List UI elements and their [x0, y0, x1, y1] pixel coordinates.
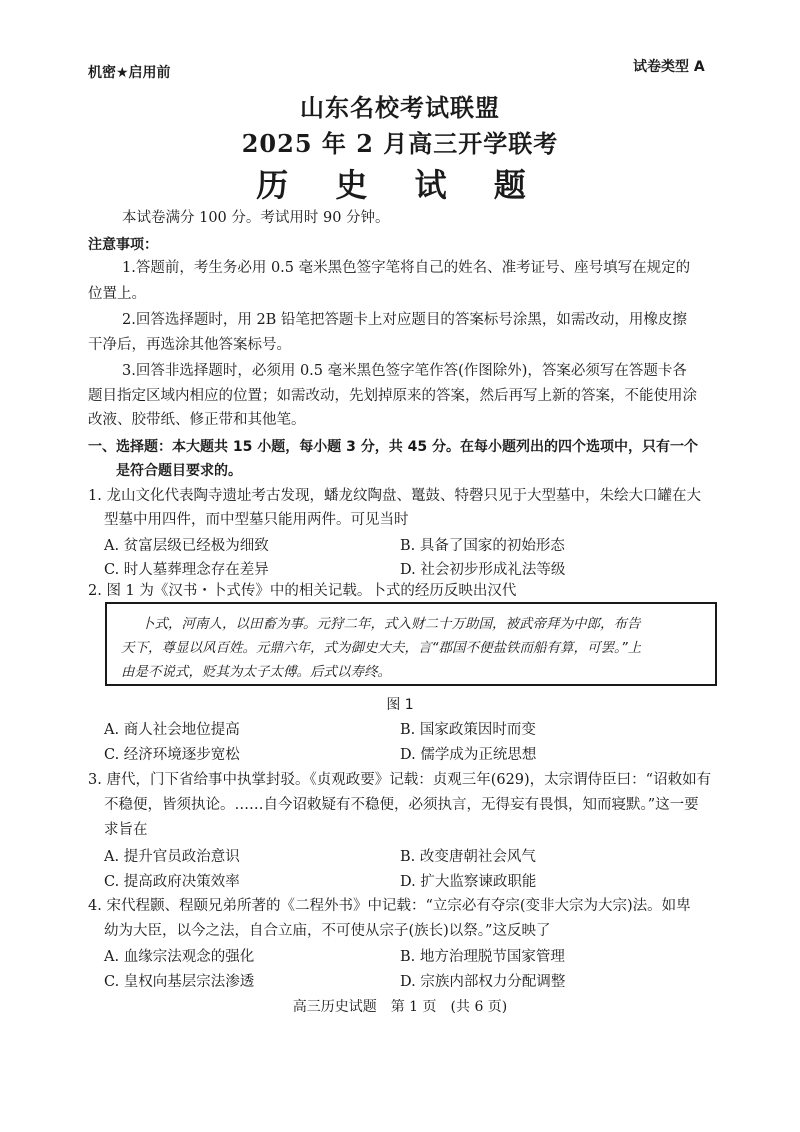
q3-option-d[interactable]: D. 扩大监察谏政职能: [400, 874, 537, 890]
q3-option-b[interactable]: B. 改变唐朝社会风气: [400, 849, 536, 865]
q1-option-a[interactable]: A. 贫富层级已经极为细致: [104, 538, 269, 554]
page-footer: 高三历史试题 第 1 页 (共 6 页): [292, 999, 508, 1015]
q3-stem: 3. 唐代，门下省给事中执掌封驳。《贞观政要》记载：贞观三年(629)，太宗谓侍臣曰：“诏敕如有: [88, 772, 712, 788]
q3-stem-cont: 不稳便，皆须执论。……自今诏敕疑有不稳便，必须执言，无得妄有畏惧，知而寝默。”这一要: [104, 797, 699, 813]
q1-stem-cont: 型墓中用四件，而中型墓只能用两件。可见当时: [104, 512, 409, 528]
intro-line: 本试卷满分 100 分。考试用时 90 分钟。: [122, 210, 390, 226]
q4-stem: 4. 宋代程颢、程颐兄弟所著的《二程外书》中记载：“立宗必有夺宗(变非大宗为大宗)法。如卑: [88, 898, 691, 914]
note-line: 干净后，再选涂其他答案标号。: [88, 337, 291, 353]
q3-option-c[interactable]: C. 提高政府决策效率: [104, 874, 240, 890]
q2-quote-line: 由是不说式，贬其为太子太傅。后式以寿终。: [121, 664, 391, 680]
q4-stem-cont: 幼为大臣，以今之法，自合立庙，不可使从宗子(族长)以祭。”这反映了: [104, 923, 551, 939]
q2-quote-box: [105, 602, 717, 686]
paper-type-label: 试卷类型 A: [633, 59, 705, 75]
q4-option-a[interactable]: A. 血缘宗法观念的强化: [104, 949, 255, 965]
note-line: 改液、胶带纸、修正带和其他笔。: [88, 412, 306, 428]
note-line: 位置上。: [88, 286, 146, 302]
q2-quote-line: 卜式，河南人，以田畜为事。元狩二年，式入财二十万助国，被武帝拜为中郎，布告: [141, 616, 641, 632]
q1-option-d[interactable]: D. 社会初步形成礼法等级: [400, 562, 566, 578]
q1-option-b[interactable]: B. 具备了国家的初始形态: [400, 538, 565, 554]
q4-option-b[interactable]: B. 地方治理脱节国家管理: [400, 949, 565, 965]
confidential-label: 机密★启用前: [88, 65, 171, 81]
alliance-title: 山东名校考试联盟: [300, 93, 500, 122]
exam-title: 2025 年 2 月高三开学联考: [241, 129, 559, 158]
q2-option-a[interactable]: A. 商人社会地位提高: [104, 722, 240, 738]
q3-stem-cont: 求旨在: [104, 822, 148, 838]
q2-stem: 2. 图 1 为《汉书・卜式传》中的相关记载。卜式的经历反映出汉代: [88, 583, 517, 599]
note-line: 2.回答选择题时，用 2B 铅笔把答题卡上对应题目的答案标号涂黑，如需改动，用橡皮擦: [122, 312, 687, 328]
notes-heading: 注意事项：: [88, 237, 158, 253]
note-line: 题目指定区域内相应的位置；如需改动，先划掉原来的答案，然后再写上新的答案，不能使用涂: [88, 388, 697, 404]
q4-option-c[interactable]: C. 皇权向基层宗法渗透: [104, 974, 255, 990]
figure-caption: 图 1: [386, 697, 414, 713]
q4-option-d[interactable]: D. 宗族内部权力分配调整: [400, 974, 566, 990]
q1-stem: 1. 龙山文化代表陶寺遗址考古发现，蟠龙纹陶盘、鼍鼓、特磬只见于大型墓中，朱绘大口罐在大: [88, 488, 701, 504]
q2-option-b[interactable]: B. 国家政策因时而变: [400, 722, 536, 738]
q1-option-c[interactable]: C. 时人墓葬理念存在差异: [104, 562, 269, 578]
q2-option-c[interactable]: C. 经济环境逐步宽松: [104, 747, 240, 763]
section-heading-cont: 是符合题目要求的。: [116, 463, 242, 479]
note-line: 1.答题前，考生务必用 0.5 毫米黑色签字笔将自己的姓名、准考证号、座号填写在规定的: [122, 260, 691, 276]
q2-quote-line: 天下，尊显以风百姓。元鼎六年，式为御史大夫，言“郡国不便盐铁而船有算，可罢。”上: [121, 640, 642, 656]
section-heading: 一、选择题：本大题共 15 小题，每小题 3 分，共 45 分。在每小题列出的四个选项中，只有一个: [88, 439, 698, 455]
q2-option-d[interactable]: D. 儒学成为正统思想: [400, 747, 537, 763]
note-line: 3.回答非选择题时，必须用 0.5 毫米黑色签字笔作答(作图除外)，答案必须写在答题卡各: [122, 363, 687, 379]
subject-title: 历 史 试 题: [256, 166, 544, 204]
q3-option-a[interactable]: A. 提升官员政治意识: [104, 849, 240, 865]
